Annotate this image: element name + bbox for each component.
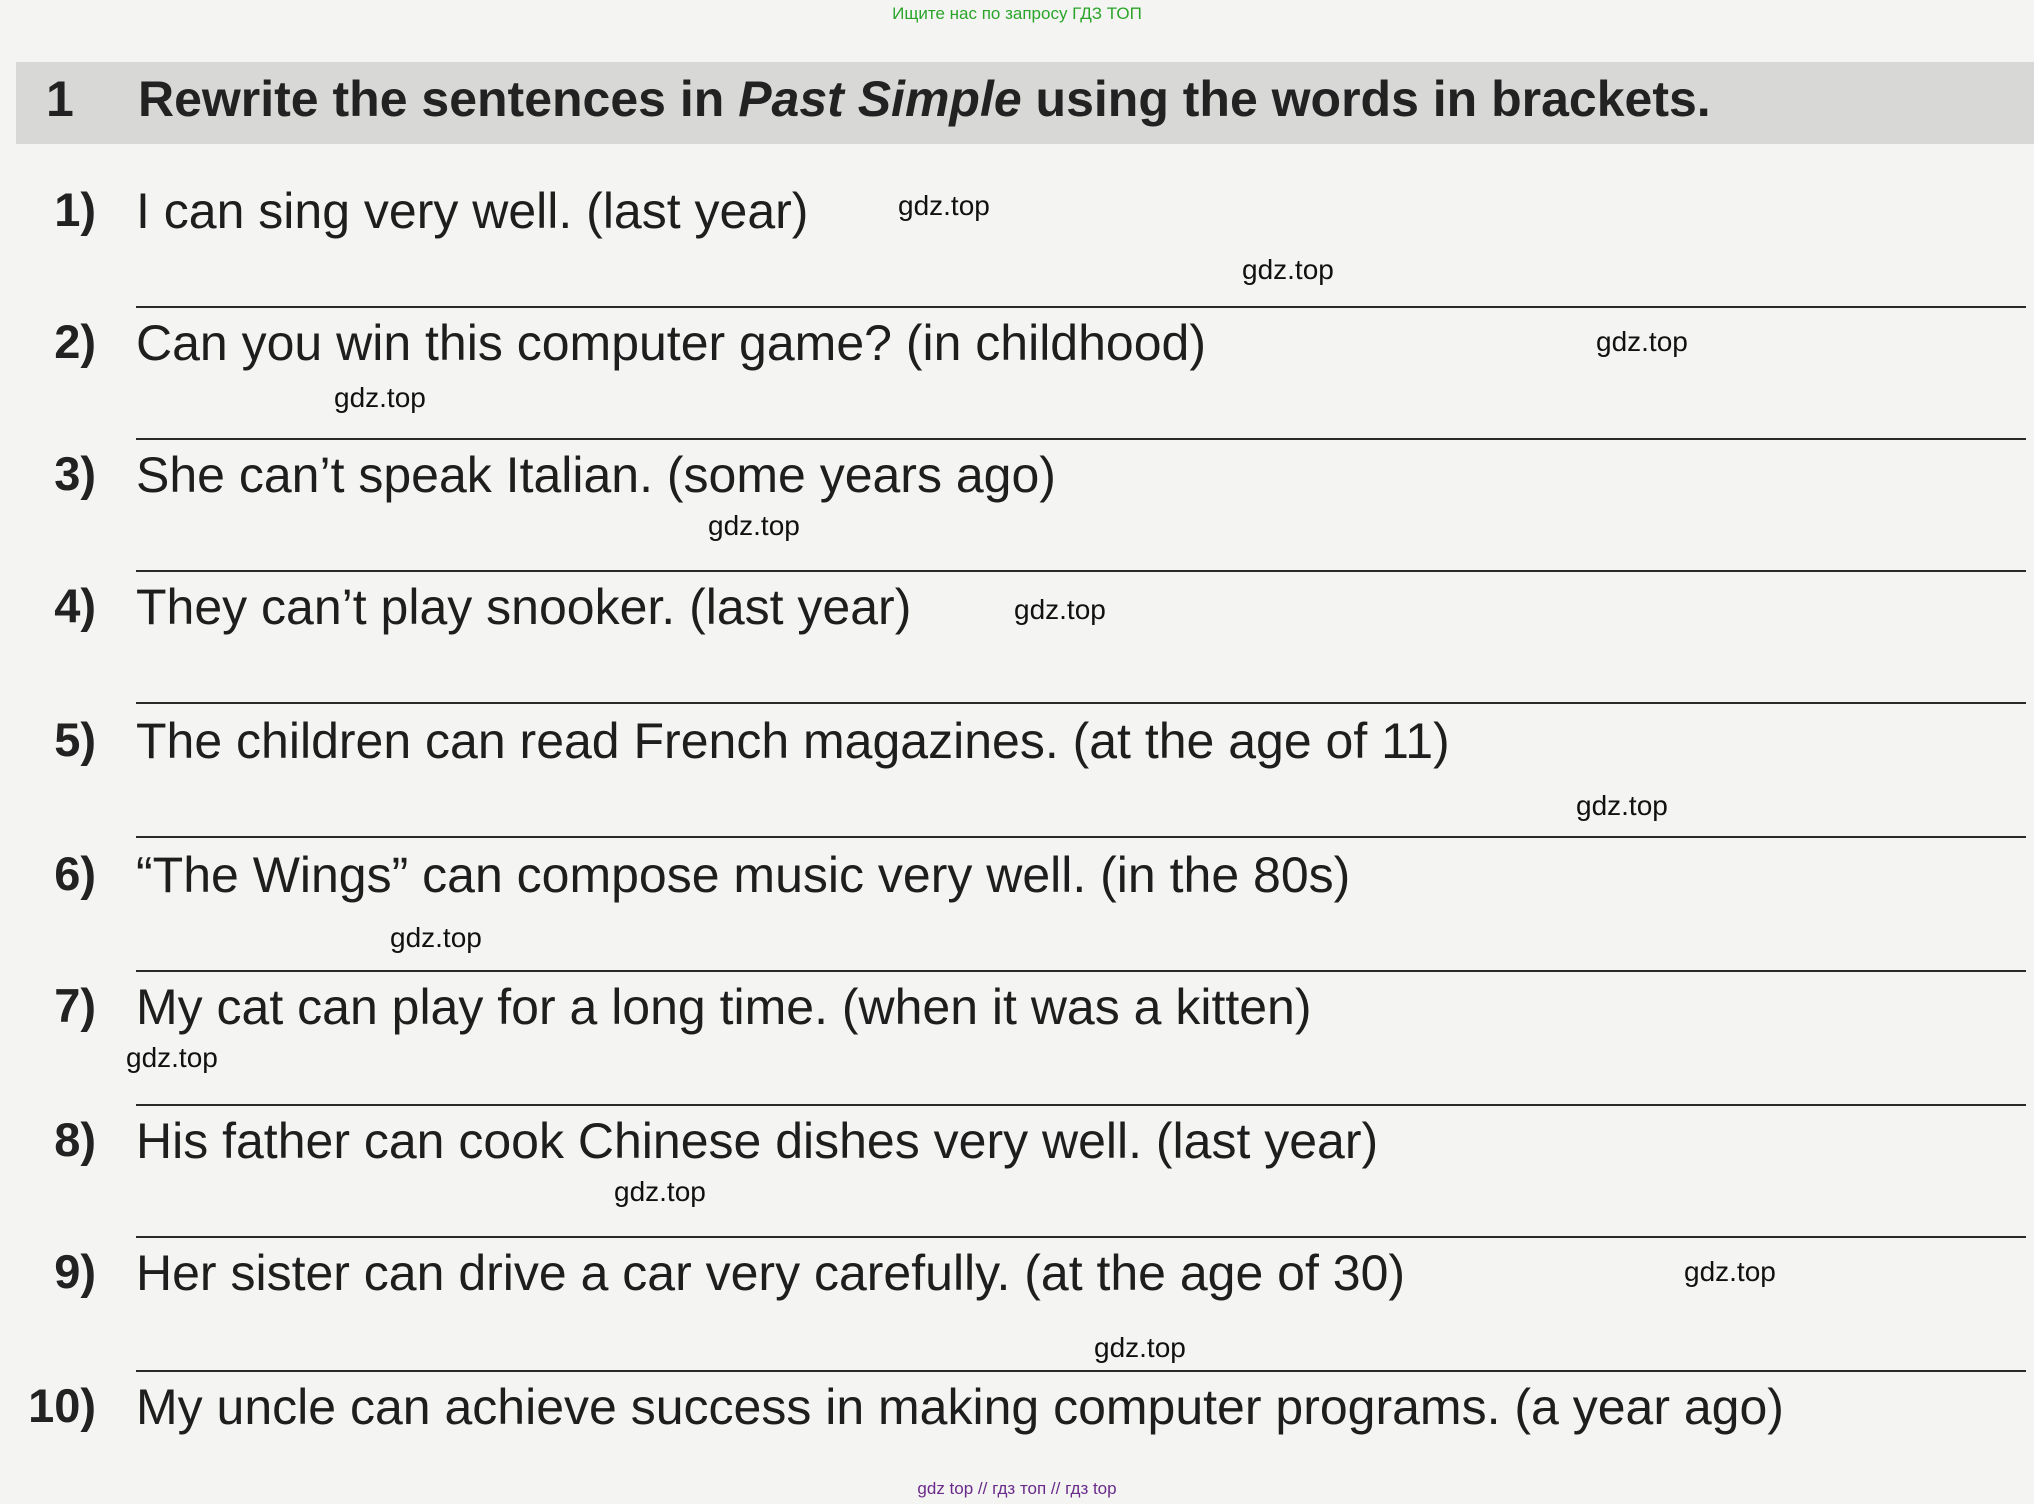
task-number: 1 [46,71,74,127]
watermark: gdz.top [1242,254,1334,285]
task-title-tense: Past Simple [738,71,1022,127]
task-title-start: Rewrite the sentences in [138,71,739,127]
item-sentence: Can you win this computer game? (in childhood) [136,315,1206,371]
item-sentence: “The Wings” can compose music very well. (in the 80s) [136,847,1351,903]
item-number: 7) [54,979,96,1032]
item-number: 2) [54,315,96,368]
answer-line[interactable] [136,570,2026,572]
bottom-note: gdz top // гдз топ // гдз top [917,1479,1117,1498]
item-number: 1) [54,183,96,236]
answer-line[interactable] [136,1236,2026,1238]
answer-line[interactable] [136,1370,2026,1372]
watermark: gdz.top [708,510,800,541]
item-number: 6) [54,847,96,900]
item-sentence: She can’t speak Italian. (some years ago) [136,447,1056,503]
watermark: gdz.top [390,922,482,953]
answer-line[interactable] [136,702,2026,704]
watermark: gdz.top [1596,326,1688,357]
answer-line[interactable] [136,438,2026,440]
watermark: gdz.top [1684,1256,1776,1287]
item-number: 8) [54,1113,96,1166]
answer-line[interactable] [136,836,2026,838]
item-number: 10) [28,1379,96,1432]
watermark: gdz.top [898,190,990,221]
answer-line[interactable] [136,306,2026,308]
watermark: gdz.top [126,1042,218,1073]
answer-line[interactable] [136,1104,2026,1106]
item-sentence: His father can cook Chinese dishes very well. (last year) [136,1113,1379,1169]
item-sentence: They can’t play snooker. (last year) [136,579,912,635]
item-sentence: My cat can play for a long time. (when it was a kitten) [136,979,1312,1035]
answer-line[interactable] [136,970,2026,972]
watermark: gdz.top [614,1176,706,1207]
item-number: 4) [54,579,96,632]
item-number: 5) [54,713,96,766]
item-sentence: I can sing very well. (last year) [136,183,809,239]
item-sentence: My uncle can achieve success in making computer programs. (a year ago) [136,1379,1784,1435]
task-instruction [138,70,1711,128]
watermark: gdz.top [1576,790,1668,821]
task-title-end: using the words in brackets. [1021,71,1711,127]
watermark: gdz.top [1094,1332,1186,1363]
watermark: gdz.top [1014,594,1106,625]
item-number: 3) [54,447,96,500]
item-sentence: Her sister can drive a car very carefully. (at the age of 30) [136,1245,1406,1301]
top-note: Ищите нас по запросу ГДЗ ТОП [892,4,1142,23]
item-sentence: The children can read French magazines. (at the age of 11) [136,713,1450,769]
watermark: gdz.top [334,382,426,413]
item-number: 9) [54,1245,96,1298]
